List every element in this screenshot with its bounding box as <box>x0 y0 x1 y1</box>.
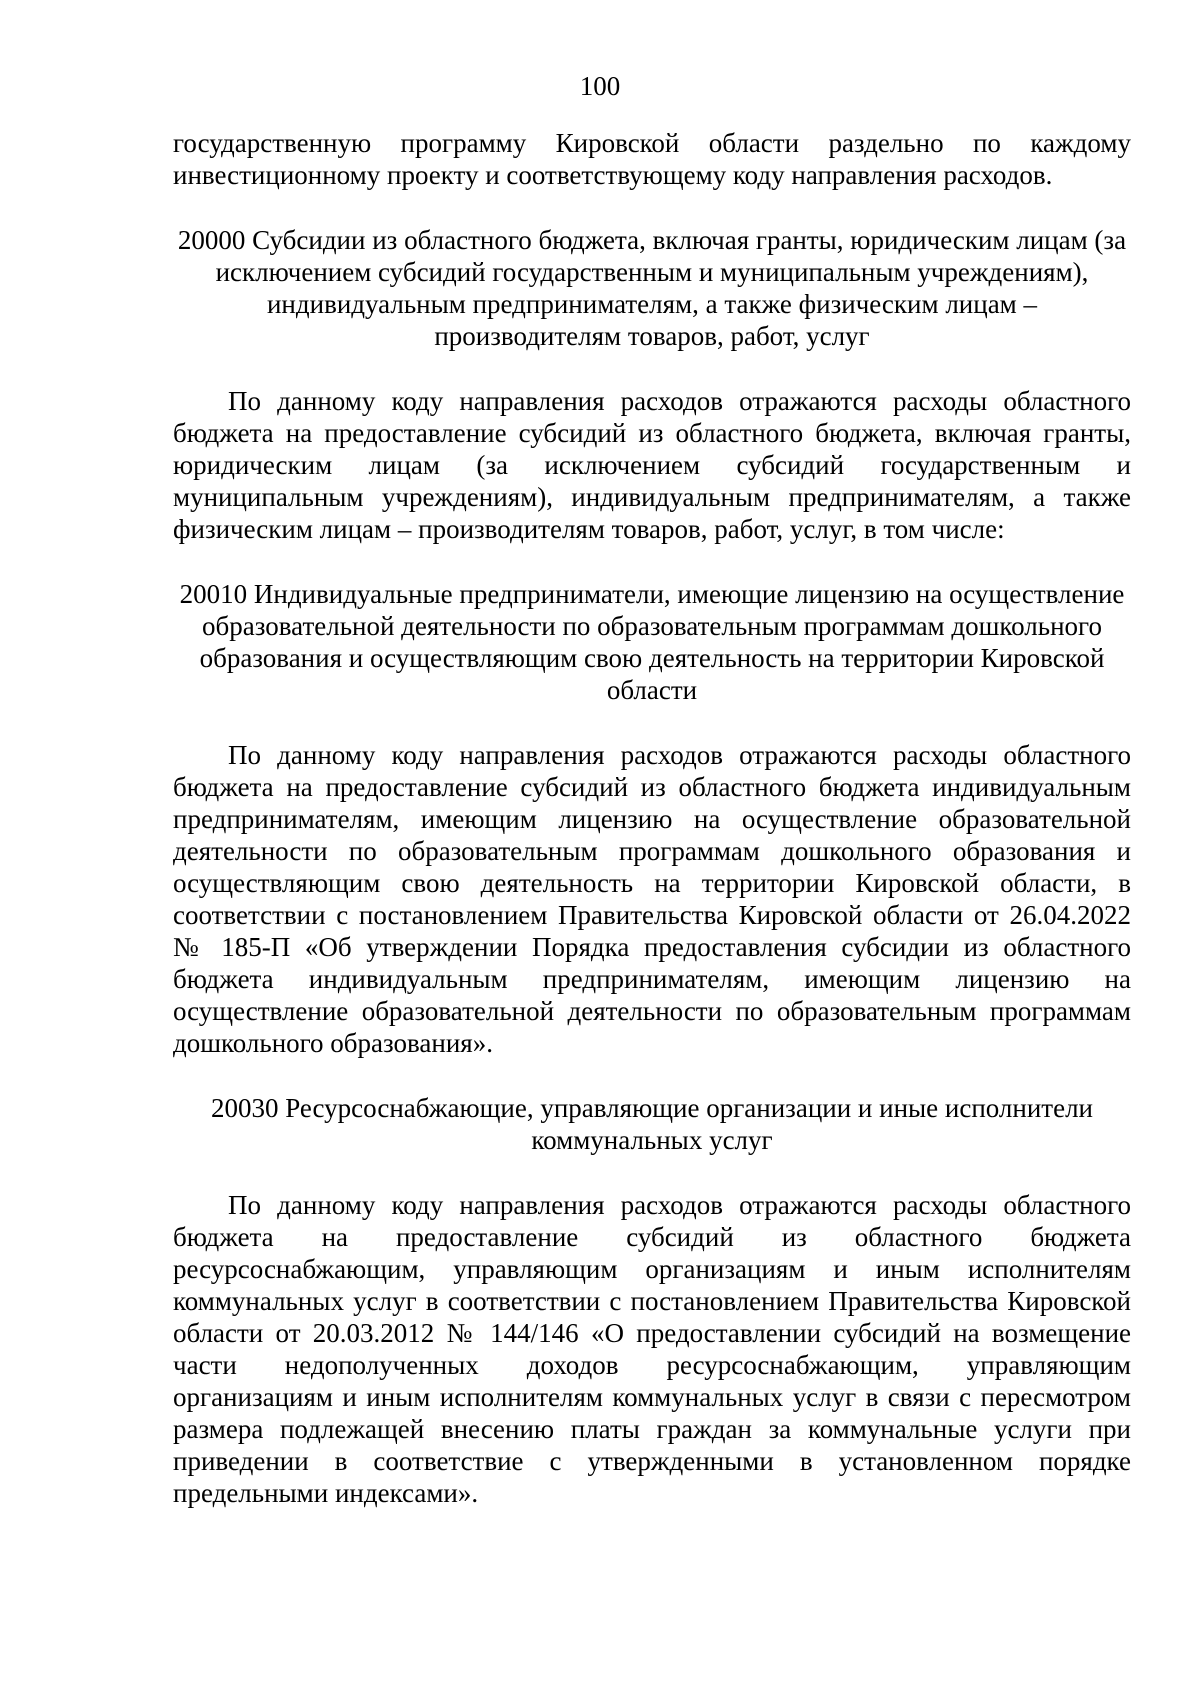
block-spacer <box>173 545 1131 578</box>
block-spacer <box>173 1059 1131 1092</box>
block-spacer <box>173 352 1131 385</box>
body-paragraph: По данному коду направления расходов отражаются расходы областного бюджета на предоставление субсидий из областного бюджета индивидуальным предпринимателям, имеющим лицензию на осуществление образовательной деятельности по образовательным программам дошкольного образования и осуществляющим свою деятельность на территории Кировской области, в соответствии с постановлением Правительства Кировской области от 26.04.2022 № 185-П «Об утверждении Порядка предоставления субсидии из областного бюджета индивидуальным предпринимателям, имеющим лицензию на осуществление образовательной деятельности по образовательным программам дошкольного образования». <box>173 740 1131 1058</box>
body-paragraph: По данному коду направления расходов отражаются расходы областного бюджета на предоставление субсидий из областного бюджета ресурсоснабжающим, управляющим организациям и иным исполнителям коммунальных услуг в соответствии с постановлением Правительства Кировской области от 20.03.2012 № 144/146 «О предоставлении субсидий на возмещение части недополученных доходов ресурсоснабжающим, управляющим организациям и иным исполнителям коммунальных услуг в связи с пересмотром размера подлежащей внесению платы граждан за коммунальные услуги при приведении в соответствие с утвержденными в установленном порядке предельными индексами». <box>173 1190 1131 1508</box>
document-body <box>173 127 1131 1509</box>
body-paragraph: По данному коду направления расходов отражаются расходы областного бюджета на предоставление субсидий из областного бюджета, включая гранты, юридическим лицам (за исключением субсидий государственным и муниципальным учреждениям), индивидуальным предпринимателям, а также физическим лицам – производителям товаров, работ, услуг, в том числе: <box>173 386 1131 544</box>
block-spacer <box>173 1156 1131 1189</box>
block-spacer <box>173 706 1131 739</box>
section-heading: 20010 Индивидуальные предприниматели, имеющие лицензию на осуществление образовательной деятельности по образовательным программам дошкольного образования и осуществляющим свою деятельность на территории Кировской области <box>179 579 1125 705</box>
section-heading: 20000 Субсидии из областного бюджета, включая гранты, юридическим лицам (за исключением субсидий государственным и муниципальным учреждениям), индивидуальным предпринимателям, а также физическим лицам – производителям товаров, работ, услуг <box>177 225 1127 351</box>
section-heading: 20030 Ресурсоснабжающие, управляющие организации и иные исполнители коммунальных услуг <box>210 1093 1093 1155</box>
block-spacer <box>173 191 1131 224</box>
body-paragraph: государственную программу Кировской области раздельно по каждому инвестиционному проекту и соответствующему коду направления расходов. <box>173 128 1131 190</box>
page-number: 100 <box>579 71 621 101</box>
